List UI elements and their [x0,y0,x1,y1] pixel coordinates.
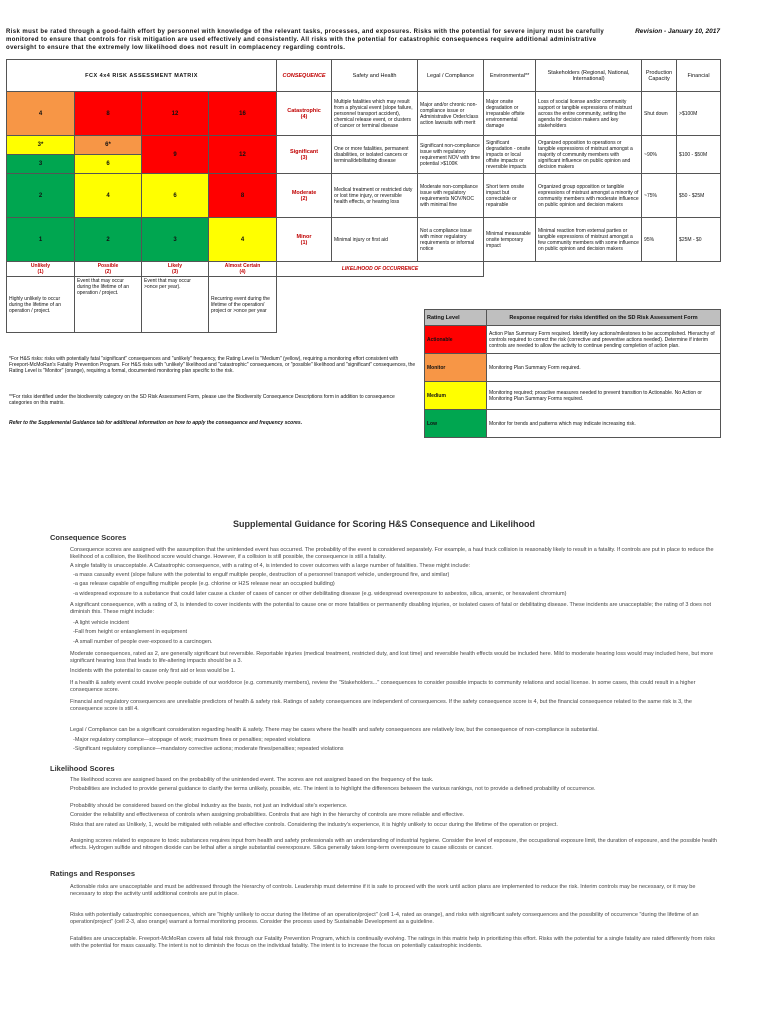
financial-desc: >$100M [677,92,721,136]
matrix-cell: 4 [7,92,75,136]
guidance-bullet: -a gas release capable of engulfing multiple people (e.g. chlorine or H2S release near an occupied building) [73,581,335,587]
guidance-bullet: -Fall from height or entanglement in equipment [73,629,188,635]
note-biodiversity: **For risks identified under the biodiversity category on the SD Risk Assessment Form, please use the Biodiversity Consequence Descriptions form in addition to consequence categories on this matrix. [9,394,395,406]
matrix-cell: 9 [142,136,209,174]
stakeholder-desc: Minimal reaction from external parties or tangible expressions of mistrust amongst a few community members with some influence on public opinion and decision makers [536,218,642,262]
guidance-paragraph: A single fatality is unacceptable. A Catastrophic consequence, with a rating of 4, is intended to cover outcomes with a large number of fatalities. These might include: [70,563,471,569]
col-financial: Financial [677,60,721,92]
guidance-bullet: -A light vehicle incident [73,620,129,626]
matrix-cell: 2 [7,174,75,218]
matrix-cell: 12 [209,136,277,174]
financial-desc: $25M - $0 [677,218,721,262]
guidance-bullet: -a mass casualty event (slope failure with the potential to engulf multiple people, destruction of a personnel transport vehicle, underground fire, and similar) [73,572,450,578]
production-desc: ~90% [642,136,677,174]
consequence-header: CONSEQUENCE [277,60,332,92]
consequence-scores-heading: Consequence Scores [50,533,127,542]
rating-response-header: Response required for risks identified on the SD Risk Assessment Form [487,310,721,326]
col-production: Production Capacity [642,60,677,92]
matrix-cell: 6 [75,155,142,174]
likelihood-label: Likely (3) [142,262,209,277]
guidance-bullet: -Major regulatory compliance—stoppage of work; maximum fines or penalties; repeated violations [73,737,311,743]
guidance-bullet: -Significant regulatory compliance—mandatory corrective actions; moderate fines/penalties; repeated violations [73,746,344,752]
ratings-heading: Ratings and Responses [50,869,136,878]
guidance-bullet: -A small number of people over-exposed to a carcinogen. [73,639,213,645]
legal-desc: Moderate non-compliance issue with regulatory requirements NOV/NOC with minimal fine [418,174,484,218]
matrix-cell: 3 [7,155,75,174]
stakeholder-desc: Loss of social license and/or community support or tangible expressions of mistrust across the entire community, setting the agenda for decision makers and key stakeholders [536,92,642,136]
matrix-cell: 16 [209,92,277,136]
risk-matrix [6,59,721,333]
matrix-cell: 3* [7,136,75,155]
legal-desc: Significant non-compliance issue with regulatory requirement NOV with time potential >$100K [418,136,484,174]
safety-desc: Minimal injury or first aid [332,218,418,262]
legal-desc: Major and/or chronic non-compliance issue or Administrative Order/class action lawsuits with merit [418,92,484,136]
guidance-title: Supplemental Guidance for Scoring H&S Consequence and Likelihood [232,519,536,529]
matrix-cell: 6 [142,174,209,218]
guidance-paragraph: Risks that are rated as Unlikely, 1, would be mitigated with reliable and effective controls. Considering the industry's experience, it is highly unlikely to occur during the lifetime of the operation or project. [70,822,558,828]
rating-level-header: Rating Level [425,310,487,326]
safety-desc: One or more fatalities, permanent disabilities, or isolated cancers or terminal/debilitating disease [332,136,418,174]
production-desc: ~75% [642,174,677,218]
stakeholder-desc: Organized group opposition or tangible expressions of mistrust amongst a minority of community members with moderate influence on public opinion and decision makers [536,174,642,218]
matrix-title: FCX 4x4 RISK ASSESSMENT MATRIX [7,60,277,92]
likelihood-desc: Event that may occur >once per year). [142,277,209,333]
guidance-paragraph: Legal / Compliance can be a significant consideration regarding health & safety. There may be cases where the health and safety consequences are relatively low, but the consequence of non-compliance is substantial. [70,727,599,733]
matrix-cell: 8 [209,174,277,218]
intro-text: Risk must be rated through a good-faith effort by personnel with knowledge of the relevant tasks, processes, and exposures. Risks with the potential for severe injury must be carefully monitored to ensure that controls for risk mitigation are used effectively and consistently. All risks with the potential for catastrophic consequences require additional administrative oversight to ensure that the extremely low likelihood does not result in complacency regarding controls. [6,29,605,51]
rating-level-low: Low [425,410,487,438]
guidance-paragraph: Risks with potentially catastrophic consequences, which are "highly unlikely to occur during the lifetime of an operation/project" (cell 1-4, rated as orange), and risks with significant safety consequences and the possibility of occurrence "during the lifetime of an operation/project" (cell 2-3, also orange) warrant a formal monitoring process. Consider the process used by Sustainable Development as a guideline. [70,912,699,925]
col-environmental: Environmental** [484,60,536,92]
note-hs-risks: *For H&S risks: risks with potentially fatal "significant" consequences and "unlikely" frequency, the Rating Level is "Medium" (yellow), requiring a monitoring effort consistent with Freeport-McMoRan's Fatality Prevention Program. For H&S risks with "unlikely" likelihood and "catastrophic" consequences, or "possible" likelihood and "significant" consequences, the Rating Level is "Monitor" (orange), requiring a formal, documented monitoring plan specific to the risk. [9,356,416,374]
rating-response: Monitoring Plan Summary Form required. [487,354,721,382]
consequence-label: Minor (1) [277,218,332,262]
guidance-paragraph: Actionable risks are unacceptable and must be addressed through the hierarchy of controls. Leadership must determine if it is safe to proceed with the work until action plans are implemented to reduce the risk. Interim controls may be necessary, or it may be necessary to stop the activity until additional controls are put in place. [70,884,696,897]
guidance-paragraph: A significant consequence, with a rating of 3, is intended to cover incidents with the potential to cause one or more fatalities or permanently disabling injuries, or isolated cases of fatal or debilitating disease. These incidents are unacceptable; the rating of 3 does not diminish this. These might include: [70,602,712,615]
rating-response: Monitoring required; proactive measures needed to prevent transition to Actionable. No Action or Monitoring Plan Summary Forms required. [487,382,721,410]
rating-table [424,309,721,438]
rating-response: Monitor for trends and patterns which may indicate increasing risk. [487,410,721,438]
legal-desc: Not a compliance issue with minor regulatory requirements or informal notice [418,218,484,262]
likelihood-label: Possible (2) [75,262,142,277]
guidance-paragraph: If a health & safety event could involve people outside of our workforce (e.g. community members), review the "Stakeholders..." consequences to consider possible impacts to community relations and social license. In some cases, this could result in a higher consequence score. [70,680,696,693]
rating-level-medium: Medium [425,382,487,410]
env-desc: Major onsite degradation or irreparable offsite environmental damage [484,92,536,136]
guidance-paragraph: Consider the reliability and effectiveness of controls when assigning probabilities. Controls that are high in the hierarchy of controls are more reliable and effective. [70,812,465,818]
likelihood-scores-heading: Likelihood Scores [50,764,115,773]
env-desc: Minimal measurable onsite temporary impact [484,218,536,262]
likelihood-desc: Event that may occur during the lifetime of an operation / project. [75,277,142,333]
consequence-label: Catastrophic (4) [277,92,332,136]
env-desc: Significant degradation - onsite impacts or local offsite impacts or reversible impacts [484,136,536,174]
matrix-cell: 8 [75,92,142,136]
guidance-paragraph: The likelihood scores are assigned based on the probability of the unintended event. The scores are not assigned based on the frequency of the task. [70,777,434,783]
likelihood-header: LIKELIHOOD OF OCCURRENCE [277,262,484,277]
guidance-paragraph: Probability should be considered based on the global industry as the basis, not just an individual site's experience. [70,803,348,809]
guidance-paragraph: Financial and regulatory consequences are unreliable predictors of health & safety risk. Ratings of safety consequences are independent of consequences. If the safety consequence score is 4, but the financial consequence related to the same risk is 3, the consequence score is still 4. [70,699,692,712]
guidance-paragraph: Probabilities are included to provide general guidance to clarify the terms unlikely, possible, etc. The intent is to highlight the differences between the various rankings, not to provide a defined probability of occurrence. [70,786,596,792]
guidance-bullet: -a widespread exposure to a substance that could later cause a cluster of cases of cancer or other debilitating disease (e.g. widespread overexposure to asbestos, silica, arsenic, or hexavalent chromium) [73,591,567,597]
likelihood-desc: Highly unlikely to occur during the lifetime of an operation / project. [7,277,75,333]
matrix-cell: 1 [7,218,75,262]
guidance-paragraph: Assigning scores related to exposure to toxic substances requires input from health and safety professionals with an understanding of industrial hygiene. Consider the level of exposure, the occupational exposure limit, the duration of exposure, and the possible health effects. Hydrogen sulfide and nitrogen dioxide can be lethal after a single substantial overexposure. Silica generally takes long-term overexposure to cause silicosis or cancer. [70,838,717,851]
safety-desc: Multiple fatalities which may result from a physical event (slope failure, personnel transport accident), chemical release event, or clusters of cancer or terminal disease [332,92,418,136]
matrix-cell: 6* [75,136,142,155]
col-legal: Legal / Compliance [418,60,484,92]
production-desc: 95% [642,218,677,262]
likelihood-label: Unlikely (1) [7,262,75,277]
matrix-cell: 3 [142,218,209,262]
likelihood-desc: Recurring event during the lifetime of the operation/ project or >once per year [209,277,277,333]
matrix-cell: 4 [75,174,142,218]
guidance-paragraph: Moderate consequences, rated as 2, are generally significant but reversible. Reportable injuries (medical treatment, restricted duty, and lost time) and reversible health effects would be included here. Mild to moderate hearing loss would may included here, but more significant hearing loss that leads to life-altering impacts should be a 3. [70,651,714,664]
col-safety: Safety and Health [332,60,418,92]
matrix-cell: 4 [209,218,277,262]
guidance-paragraph: Incidents with the potential to cause only first aid or less would be 1. [70,668,236,674]
rating-level-actionable: Actionable [425,326,487,354]
financial-desc: $100 - $50M [677,136,721,174]
stakeholder-desc: Organized opposition to operations or tangible expressions of mistrust amongst a majority of community members with significant influence on public opinion and decision makers [536,136,642,174]
matrix-cell: 2 [75,218,142,262]
matrix-cell: 12 [142,92,209,136]
consequence-label: Significant (3) [277,136,332,174]
note-supplemental: Refer to the Supplemental Guidance tab for additional information on how to apply the consequence and frequency scores. [9,420,303,426]
rating-level-monitor: Monitor [425,354,487,382]
revision-date: Revision - January 10, 2017 [635,28,720,35]
env-desc: Short term onsite impact but correctable or repairable [484,174,536,218]
rating-response: Action Plan Summary Form required. Identify key actions/milestones to be accomplished. Hierarchy of controls required to correct the risk (corrective and preventive actions needed). Determine if interim controls are needed to allow the activity to continue pending completion of action plan. [487,326,721,354]
guidance-paragraph: Fatalities are unacceptable. Freeport-McMoRan covers all fatal risk through our Fatality Prevention Program, which is continually evolving. The ratings in this matrix help in prioritizing this effort. Risks with the potential for a single fatality are rated differently from risks with the potential for mass casualty. The intent is not to diminish the focus on the individual fatality. The intent is to increase the focus on potentially catastrophic incidents. [70,936,716,949]
safety-desc: Medical treatment or restricted duty or lost time injury, or reversible health effects, or hearing loss [332,174,418,218]
col-stakeholders: Stakeholders (Regional, National, International) [536,60,642,92]
production-desc: Shut down [642,92,677,136]
guidance-paragraph: Consequence scores are assigned with the assumption that the unintended event has occurred. The probability of the event is considered separately. For example, a haul truck collision is reasonably likely to result in a fatality. If controls are put in place to reduce the likelihood of a collision, the likelihood score would change. However, if a collision is still possible, the consequence is still a fatality. [70,547,714,560]
likelihood-label: Almost Certain (4) [209,262,277,277]
consequence-label: Moderate (2) [277,174,332,218]
financial-desc: $50 - $25M [677,174,721,218]
